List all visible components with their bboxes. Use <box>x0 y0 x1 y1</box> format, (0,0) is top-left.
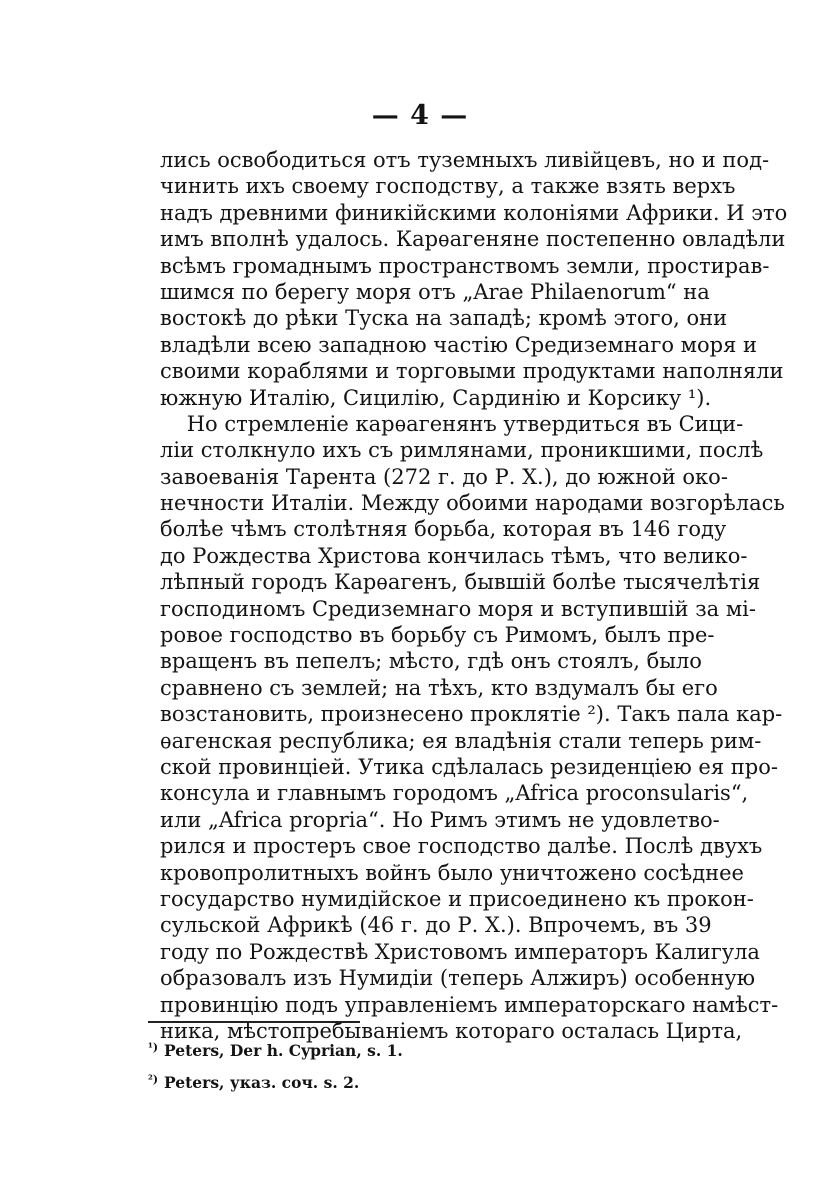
text-line: владѣли всею западною частію Средиземнаго моря и <box>160 332 757 357</box>
text-line: южную Италію, Сицилію, Сардинію и Корсику ¹). <box>160 385 712 410</box>
footnote-mark: ²) <box>148 1073 159 1086</box>
text-line: нечности Италіи. Между обоими народами возгорѣлась <box>160 491 785 516</box>
text-line: кровопролитныхъ войнъ было уничтожено сосѣднее <box>160 860 744 885</box>
text-line: вращенъ въ пепелъ; мѣсто, гдѣ онъ стоялъ, было <box>160 649 702 674</box>
text-line: лѣпный городъ Карѳагенъ, бывшій болѣе тысячелѣтія <box>160 570 761 595</box>
text-line: ника, мѣстопребываніемъ котораго осталась Цирта, <box>160 1018 743 1043</box>
text-line: провинцію подъ управленіемъ императорскаго намѣст- <box>160 992 779 1017</box>
text-line: всѣмъ громаднымъ пространствомъ земли, простирав- <box>160 253 770 278</box>
text-line: консула и главнымъ городомъ „Africa proconsularis“, <box>160 781 749 806</box>
text-line: рился и простеръ свое господство далѣе. Послѣ двухъ <box>160 834 763 859</box>
text-line: имъ вполнѣ удалось. Карѳагеняне постепенно овладѣли <box>160 227 786 252</box>
text-line: ліи столкнуло ихъ съ римлянами, проникшими, послѣ <box>160 438 764 463</box>
text-line: востокѣ до рѣки Туска на западѣ; кромѣ этого, они <box>160 306 728 331</box>
footnote-2 <box>148 1064 548 1096</box>
text-line: сульской Африкѣ (46 г. до Р. Х.). Впрочемъ, въ 39 <box>160 913 712 938</box>
text-line: завоеванія Тарента (272 г. до Р. Х.), до южной око- <box>160 464 728 489</box>
text-line: ѳагенская республика; ея владѣнія стали теперь рим- <box>160 728 762 753</box>
text-line: шимся по берегу моря отъ „Arae Philaenorum“ на <box>160 279 710 304</box>
text-line: или „Africa propria“. Но Римъ этимъ не удовлетво- <box>160 807 720 832</box>
text-line: году по Рождествѣ Христовомъ императоръ Калигула <box>160 939 760 964</box>
footnotes <box>148 1032 548 1096</box>
footnote-mark: ¹) <box>148 1041 159 1054</box>
text-line: государство нумидійское и присоединено къ прокон- <box>160 886 754 911</box>
body-text <box>160 147 788 1044</box>
text-line: чинить ихъ своему господству, а также взять верхъ <box>160 174 736 199</box>
footnote-1 <box>148 1032 548 1064</box>
footnote-text: Peters, указ. соч. s. 2. <box>164 1073 360 1092</box>
text-line: ровое господство въ борьбу съ Римомъ, былъ пре- <box>160 623 715 648</box>
text-line: сравнено съ землей; на тѣхъ, кто вздумалъ бы его <box>160 675 718 700</box>
text-line: своими кораблями и торговыми продуктами наполняли <box>160 359 784 384</box>
text-line: Но стремленіе карѳагенянъ утвердиться въ Сици- <box>160 411 744 436</box>
text-line: надъ древними финикійскими колоніями Африки. И это <box>160 200 788 225</box>
text-line: болѣе чѣмъ столѣтняя борьба, которая въ 146 году <box>160 517 727 542</box>
text-line: ской провинціей. Утика сдѣлалась резиденціею ея про- <box>160 754 778 779</box>
footnote-text: Peters, Der h. Cyprian, s. 1. <box>164 1041 403 1060</box>
text-line: лись освободиться отъ туземныхъ ливійцевъ, но и под- <box>160 148 770 172</box>
text-line: до Рождества Христова кончилась тѣмъ, что велико- <box>160 543 748 568</box>
text-line: господиномъ Средиземнаго моря и вступившій за мі- <box>160 596 756 621</box>
page-number: — 4 — <box>371 100 469 131</box>
text-line: образовалъ изъ Нумидіи (теперь Алжиръ) особенную <box>160 966 756 991</box>
footnote-divider <box>148 1021 360 1023</box>
text-line: возстановить, произнесено проклятіе ²). Такъ пала кар- <box>160 702 783 727</box>
